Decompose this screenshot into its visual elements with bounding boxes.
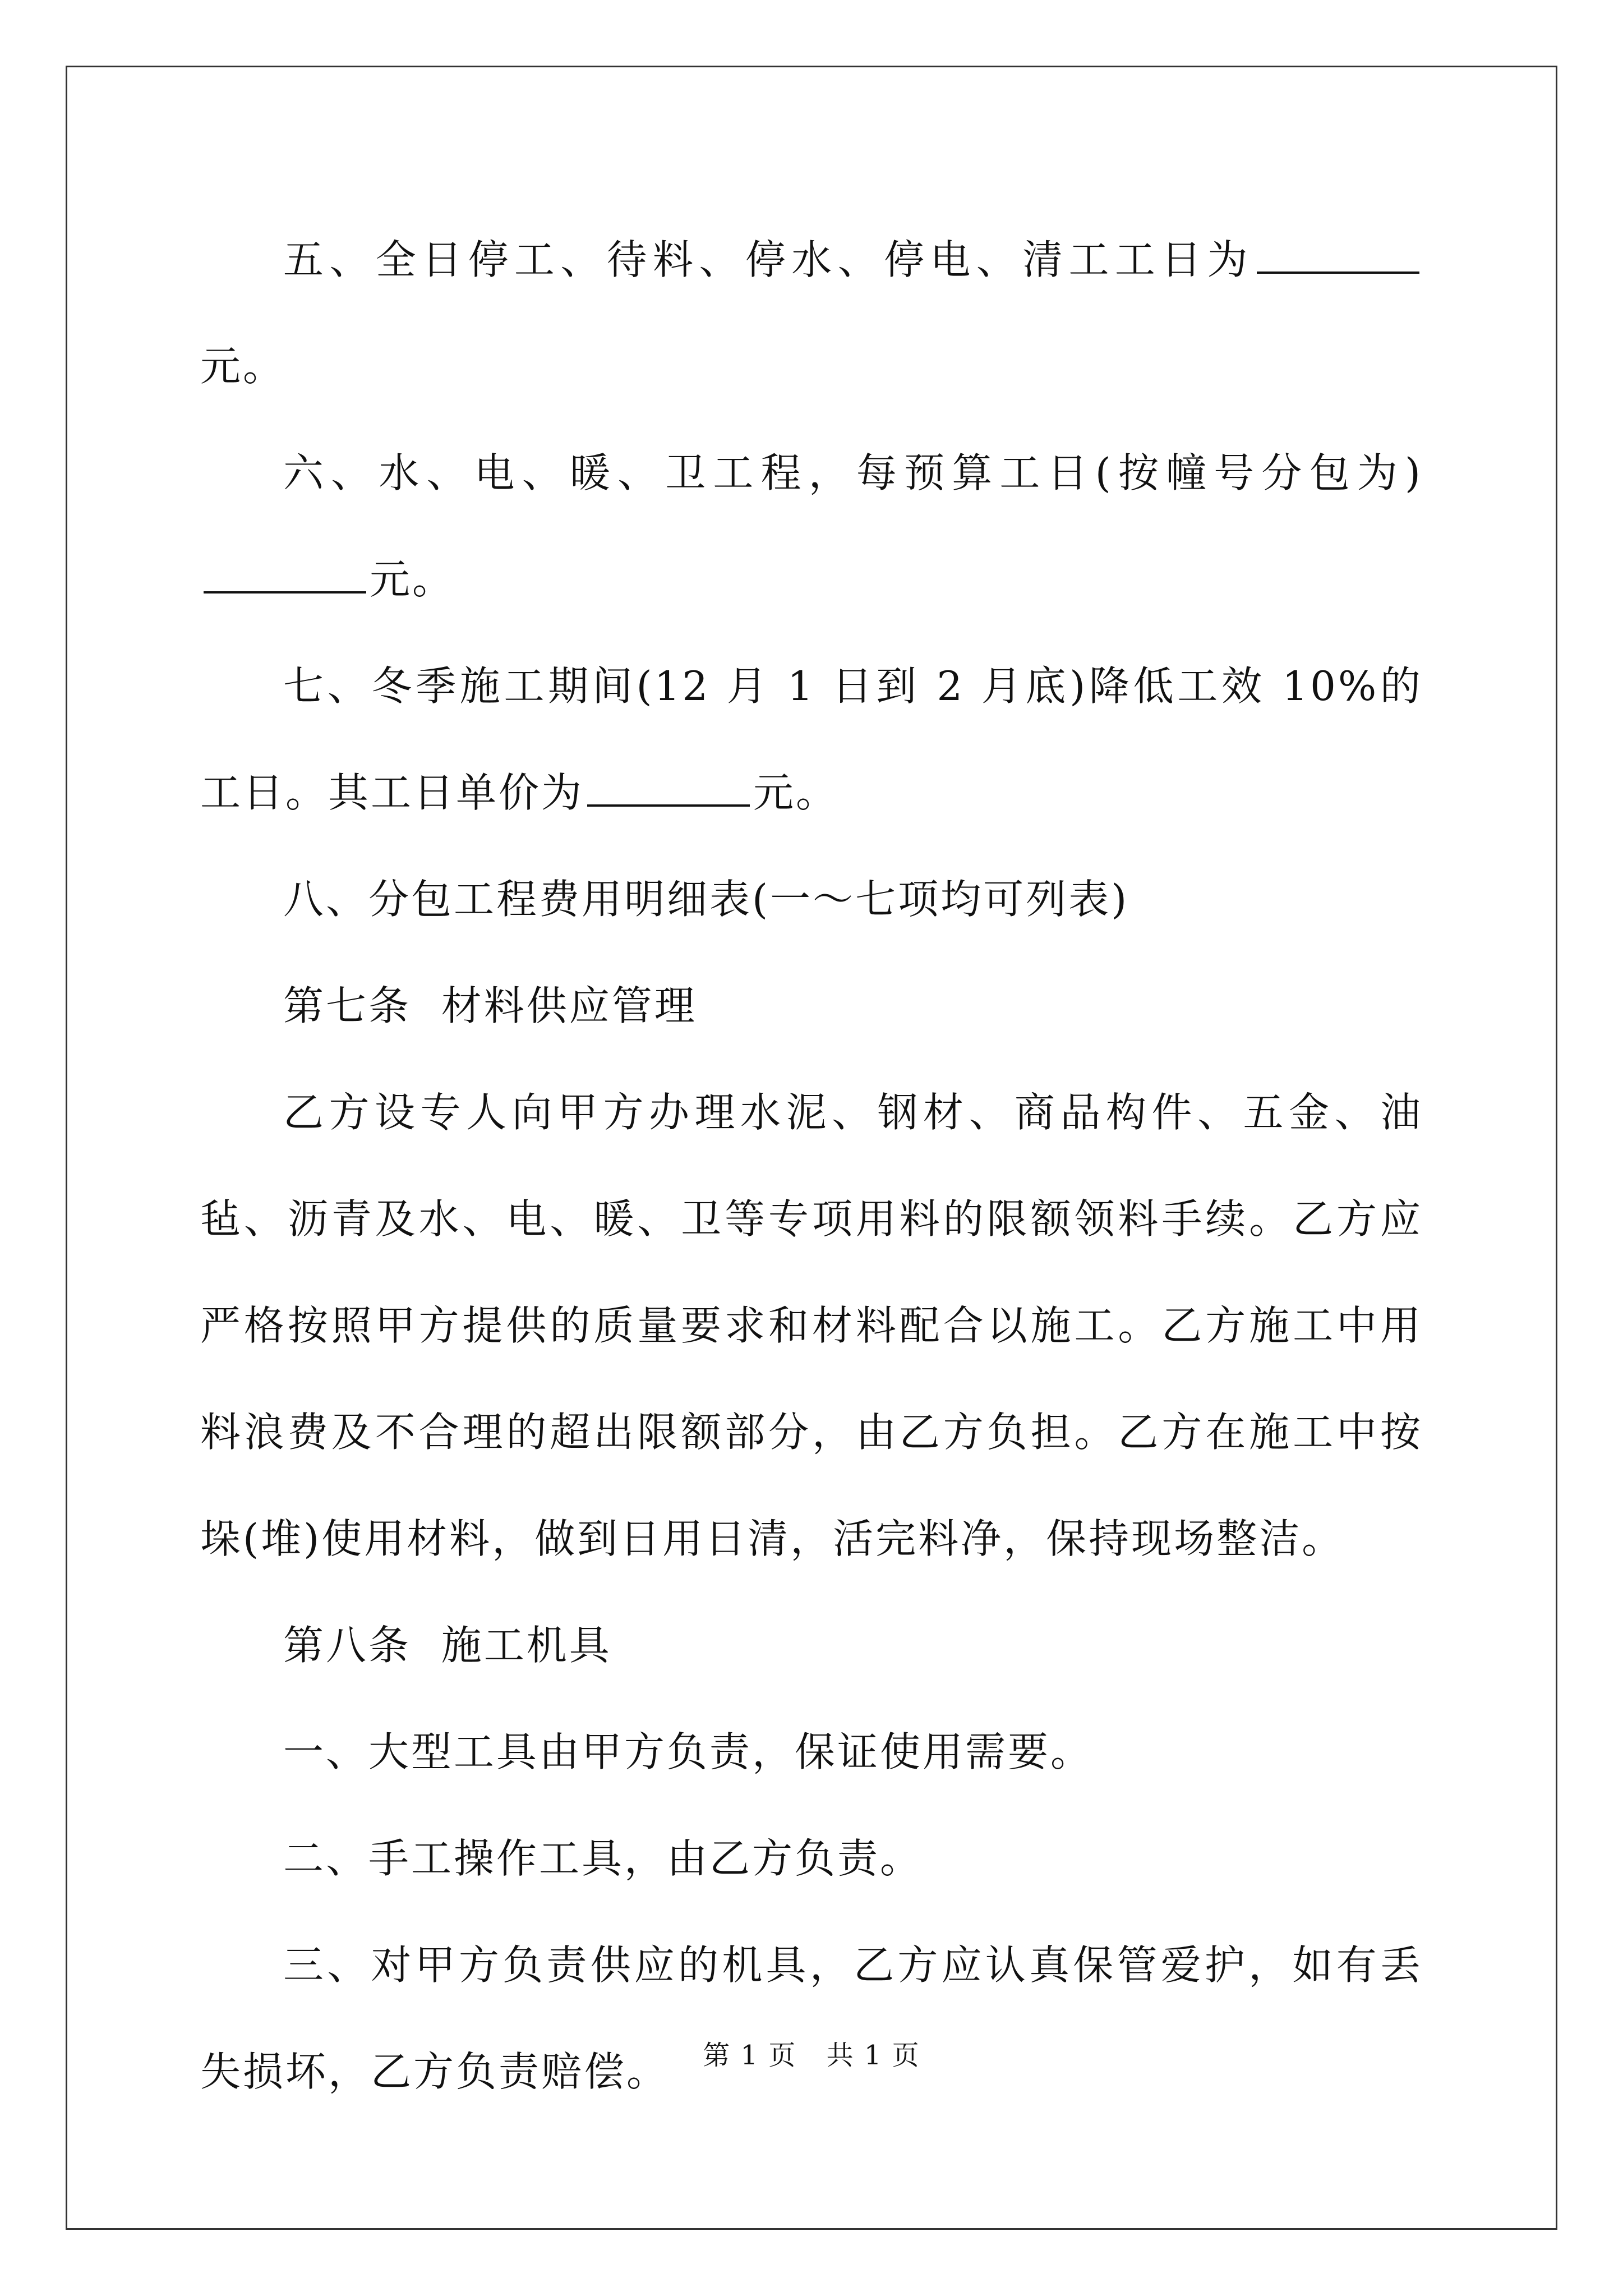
page-total: 共 1 页 bbox=[826, 2040, 920, 2071]
clause-five-unit: 元。 bbox=[200, 343, 286, 390]
article-seven-heading: 第七条 材料供应管理 bbox=[283, 982, 697, 1029]
fill-in-blank bbox=[587, 772, 750, 807]
article-seven-body: 乙方设专人向甲方办理水泥、钢材、商品构件、五金、油毡、沥青及水、电、暖、卫等专项用料的限额领料手续。乙方应严格按照甲方提供的质量要求和材料配合以施工。乙方施工中用料浪费及不合理的超出限额部分，由乙方负担。乙方在施工中按垛(堆)使用材料，做到日用日清，活完料净，保持现场整洁。 bbox=[200, 1089, 1423, 1562]
page-footer bbox=[0, 2033, 1623, 2072]
clause-seven bbox=[200, 633, 1423, 846]
clause-seven-text: 七、冬季施工期间(12 月 1 日到 2 月底)降低工效 10%的工日。其工日单价为 bbox=[200, 662, 1423, 816]
fill-in-blank bbox=[204, 559, 366, 593]
clause-eight: 八、分包工程费用明细表(一～七项均可列表) bbox=[283, 876, 1129, 923]
clause-seven-unit: 元。 bbox=[753, 769, 839, 816]
clause-five-text: 五、全日停工、待料、停水、停电、清工工日为 bbox=[283, 236, 1253, 283]
article-eight-item-one: 一、大型工具由甲方负责，保证使用需要。 bbox=[283, 1728, 1094, 1775]
clause-six-text: 六、水、电、暖、卫工程，每预算工日(按幢号分包为) bbox=[283, 449, 1423, 496]
page-number: 第 1 页 bbox=[703, 2040, 797, 2071]
clause-six bbox=[200, 420, 1423, 633]
article-eight-item-three: 三、对甲方负责供应的机具，乙方应认真保管爱护，如有丢失损坏，乙方负责赔偿。 bbox=[200, 1941, 1423, 2095]
article-eight-heading: 第八条 施工机具 bbox=[283, 1622, 612, 1669]
document-body bbox=[200, 206, 1423, 2125]
clause-six-unit: 元。 bbox=[370, 556, 455, 603]
article-eight-item-two: 二、手工操作工具，由乙方负责。 bbox=[283, 1835, 923, 1882]
clause-five bbox=[200, 206, 1423, 420]
fill-in-blank bbox=[1257, 239, 1419, 274]
